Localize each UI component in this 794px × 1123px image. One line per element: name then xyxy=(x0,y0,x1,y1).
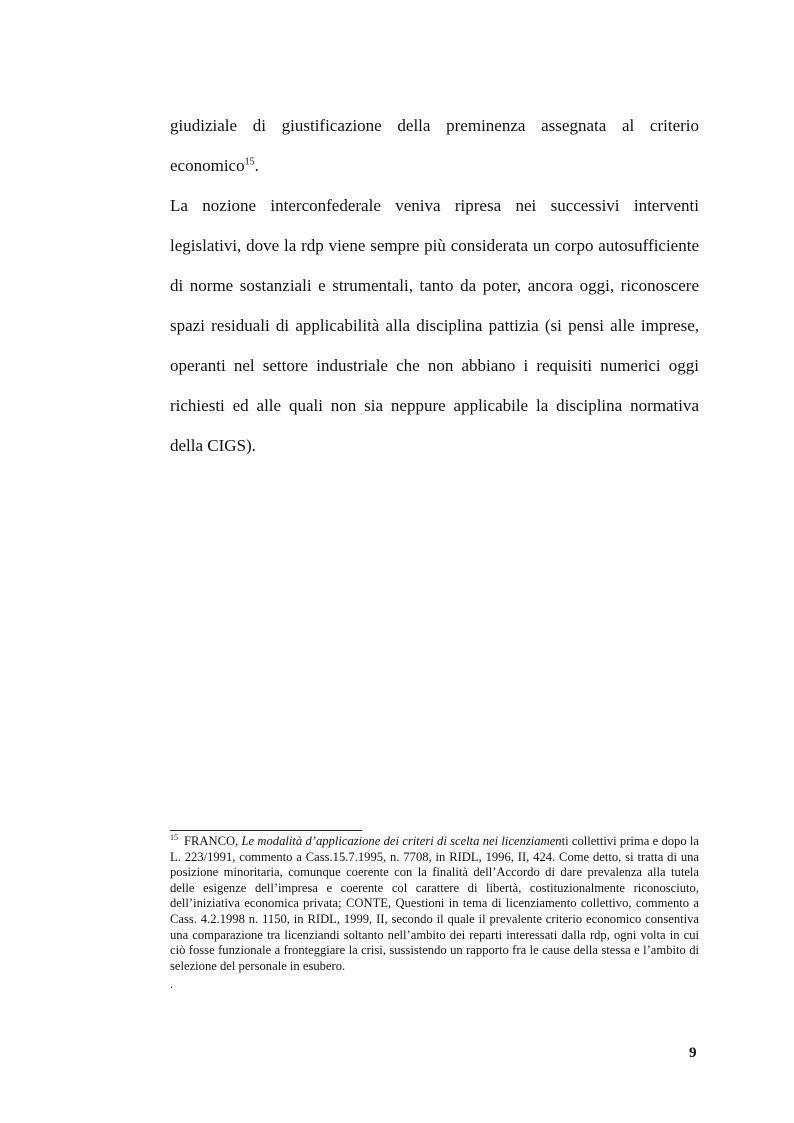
main-text xyxy=(170,106,699,466)
paragraph-1-end: . xyxy=(254,156,259,175)
footnote-author: FRANCO, xyxy=(184,834,242,848)
paragraph-1 xyxy=(170,106,699,186)
footnote-15 xyxy=(170,834,699,974)
footnote-number: 15 xyxy=(170,832,178,842)
footnote-trailing-mark: . xyxy=(170,977,173,991)
page-number: 9 xyxy=(689,1045,697,1061)
paragraph-2: La nozione interconfederale veniva ripresa nei successivi interventi legislativi, dove la rdp viene sempre più considerata un corpo autosufficiente di norme sostanziali e strumentali, tanto da poter, ancora oggi, riconoscere spazi residuali di applicabilità alla disciplina pattizia (si pensi alle imprese, operanti nel settore industriale che non abbiano i requisiti numerici oggi richiesti ed alle quali non sia neppure applicabile la disciplina normativa della CIGS). xyxy=(170,196,699,455)
footnote-title: Le modalità d’applicazione dei criteri di scelta nei licenziamen xyxy=(241,834,562,848)
footnote-separator xyxy=(170,830,362,831)
footnote-reference-15[interactable]: 15 xyxy=(244,156,255,168)
footnote-text: ti collettivi prima e dopo la L. 223/1991, commento a Cass.15.7.1995, n. 7708, in RIDL, 1996, II, 424. Come detto, si tratta di una posizione minoritaria, comunque coerente con la finalità dell’Accordo di dare prevalenza alla tutela delle esigenze dell’impresa e coerente col carattere di libertà, costituzionalmente riconosciuto, dell’iniziativa economica privata; CONTE, Questioni in tema di licenziamento collettivo, commento a Cass. 4.2.1998 n. 1150, in RIDL, 1999, II, secondo il quale il prevalente criterio economico consentiva una comparazione tra licenziandi soltanto nell’ambito dei reparti interessati dalla rdp, ogni volta in cui ciò fosse funzionale a fronteggiare la crisi, sussistendo un rapporto fra le cause della stessa e l’ambito di selezione del personale in esubero. xyxy=(170,834,700,973)
paragraph-1-text: giudiziale di giustificazione della preminenza assegnata al criterio economico xyxy=(170,116,699,175)
